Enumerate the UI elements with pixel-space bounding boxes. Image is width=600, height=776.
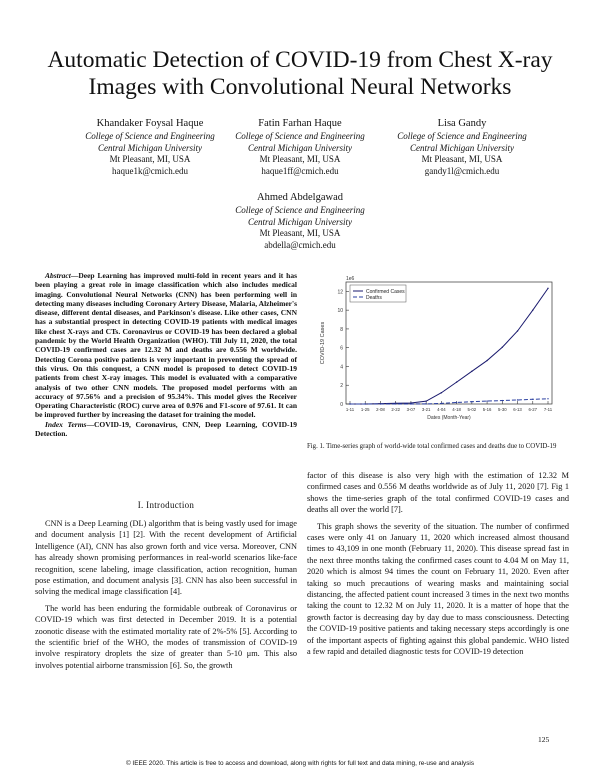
data-point xyxy=(532,399,533,400)
data-point xyxy=(441,403,442,404)
data-point xyxy=(380,403,381,404)
legend-label: Deaths xyxy=(366,294,382,301)
author-affiliation: College of Science and Engineering xyxy=(235,205,365,215)
y-tick-label: 10 xyxy=(337,308,343,315)
x-tick-label: 4-04 xyxy=(437,407,446,412)
y-scale-label: 1e6 xyxy=(346,276,355,282)
paper-title: Automatic Detection of COVID-19 from Chest X-ray Images with Convolutional Neural Networks xyxy=(47,47,553,100)
author-university: Central Michigan University xyxy=(248,216,352,227)
data-point xyxy=(456,402,457,403)
abstract-text: —Deep Learning has improved multi-fold in recent years and it has been playing a great role in image classification which also includes medical imaging. Convolutional Neural Networks (CNN) has been performing well in detecting many diseases including Coronary Artery Disease, Malaria, Alzheimer's disease, different dental diseases, and Parkinson's disease. Like other cases, CNN has a substantial prospect in detecting COVID-19 patients with medical images like chest X-rays and CTs. Coronavirus or COVID-19 has been declared a global pandemic by the World Health Organization (WHO). Till July 11, 2020, the total COVID-19 confirmed cases are 12.32 M and deaths are 0.556 M worldwide. Detecting Corona positive patients is very important in preventing the spread of this virus. On this conquest, a CNN model is proposed to detect COVID-19 patients from chest X-ray images. This model is evaluated with a comparative analysis of two other CNN models. The proposed model performs with an accuracy of 97.56% and a precision of 95.34%. This model gives the Receiver Operating Characteristic (ROC) curve area of 0.976 and F1-score of 97.61. It can be improved further by increasing the dataset for training the model. xyxy=(35,271,297,420)
author-university: Central Michigan University xyxy=(98,142,202,153)
author-affiliation: College of Science and Engineering xyxy=(235,131,365,141)
data-point xyxy=(532,309,533,310)
author-email: gandy1l@cmich.edu xyxy=(424,165,500,176)
paragraph: The world has been enduring the formidable outbreak of Coronavirus or COVID-19 which was first detected in December 2019. It is a potential zoonotic disease with the estimated mortality rate of 2%-5% [5]. According to the scientific brief of the WHO, the modes of transmission of COVID-19 involve respiratory droplets the size of greater than 5-10 μm. This also involves potential airborne transmission [6]. So, the growth xyxy=(35,603,297,670)
keywords-label: Index Terms xyxy=(45,419,87,429)
author-affiliation: College of Science and Engineering xyxy=(85,131,215,141)
left-column-body xyxy=(35,518,297,676)
series-line-1 xyxy=(350,288,548,404)
x-tick-label: 6-13 xyxy=(513,407,522,412)
data-point xyxy=(425,400,426,401)
copyright-footer: © IEEE 2020. This article is free to access and download, along with rights for full text and data mining, re-use and analysis xyxy=(125,760,475,767)
y-tick-label: 0 xyxy=(340,402,343,408)
data-point xyxy=(349,403,350,404)
right-column-body xyxy=(307,470,569,663)
author-affiliation: College of Science and Engineering xyxy=(397,131,527,141)
x-tick-label: 4-18 xyxy=(452,407,461,412)
author-name: Khandaker Foysal Haque xyxy=(96,118,204,129)
author-name: Fatin Farhan Haque xyxy=(258,118,342,129)
data-point xyxy=(517,399,518,400)
author-block-2 xyxy=(210,117,390,177)
y-tick-label: 4 xyxy=(340,364,343,371)
author-location: Mt Pleasant, MI, USA xyxy=(421,154,503,164)
data-point xyxy=(486,360,487,361)
author-block-4 xyxy=(210,191,390,251)
x-tick-label: 5-30 xyxy=(498,407,507,412)
keywords-text: —COVID-19, Coronavirus, CNN, Deep Learning, COVID-19 Detection. xyxy=(35,419,297,439)
x-tick-label: 1-11 xyxy=(345,407,355,412)
data-point xyxy=(365,403,366,404)
data-point xyxy=(456,381,457,382)
data-point xyxy=(547,288,548,289)
paragraph: factor of this disease is also very high with the estimation of 12.32 M confirmed cases and 0.556 M deaths worldwide as of July 11, 2020 [7]. Fig 1 shows the time-series graph of the total confirmed COVID-19 cases and deaths all over the world [7]. xyxy=(307,471,569,515)
data-point xyxy=(425,403,426,404)
data-point xyxy=(547,398,548,399)
section-heading: I. Introduction xyxy=(137,500,195,510)
data-point xyxy=(441,392,442,393)
y-axis-label: COVID-19 Cases xyxy=(320,321,326,365)
figure-1 xyxy=(312,272,560,442)
data-point xyxy=(502,347,503,348)
x-tick-label: 3-07 xyxy=(406,407,416,412)
author-location: Mt Pleasant, MI, USA xyxy=(259,228,341,238)
author-university: Central Michigan University xyxy=(248,142,352,153)
author-university: Central Michigan University xyxy=(410,142,514,153)
data-point xyxy=(410,403,411,404)
x-tick-label: 6-27 xyxy=(528,407,538,412)
data-point xyxy=(395,403,396,404)
abstract-label: Abstract xyxy=(45,271,71,280)
data-point xyxy=(471,401,472,402)
figure-caption: Fig. 1. Time-series graph of world-wide total confirmed cases and deaths due to COVID-19 xyxy=(307,443,557,450)
data-point xyxy=(517,330,518,331)
author-name: Lisa Gandy xyxy=(437,118,487,129)
x-tick-label: 5-02 xyxy=(467,407,477,412)
data-point xyxy=(471,371,472,372)
x-tick-label: 2-08 xyxy=(376,407,385,412)
author-location: Mt Pleasant, MI, USA xyxy=(259,154,341,164)
abstract xyxy=(35,271,297,438)
x-tick-label: 3-21 xyxy=(421,407,431,412)
x-tick-label: 7-11 xyxy=(543,407,553,412)
legend-label: Confirmed Cases xyxy=(366,288,405,295)
author-block-3 xyxy=(372,117,552,177)
author-location: Mt Pleasant, MI, USA xyxy=(109,154,191,164)
data-point xyxy=(502,400,503,401)
time-series-chart xyxy=(312,272,560,442)
x-tick-label: 5-16 xyxy=(482,407,492,412)
y-tick-label: 12 xyxy=(337,289,343,296)
author-email: abdella@cmich.edu xyxy=(264,239,336,250)
y-tick-label: 2 xyxy=(340,383,343,390)
page-number: 125 xyxy=(538,735,550,744)
author-name: Ahmed Abdelgawad xyxy=(256,192,344,203)
paragraph: CNN is a Deep Learning (DL) algorithm that is being vastly used for image and document analysis [1] [2]. With the recent development of Artificial Intelligence (AI), CNN has also grown forth and vice versa. Moreover, CNN has already shown promising performances in real-world scenarios like-face recognition, scene labeling, image classification, action recognition, human pose estimation, and document analysis [3]. CNN has also been successful in solving the medical image classification [4]. xyxy=(35,519,297,597)
y-tick-label: 6 xyxy=(340,345,343,352)
x-tick-label: 1-25 xyxy=(360,407,370,412)
author-email: haque1ff@cmich.edu xyxy=(261,165,339,176)
x-tick-label: 2-22 xyxy=(391,407,400,412)
y-tick-label: 8 xyxy=(340,326,343,333)
x-axis-label: Dates (Month-Year) xyxy=(427,415,471,421)
author-email: haque1k@cmich.edu xyxy=(111,165,188,176)
data-point xyxy=(486,400,487,401)
paragraph: This graph shows the severity of the situation. The number of confirmed cases were only 41 on January 11, 2020 which increased almost thousand times to 43,109 in one month (February 11, 2020). This disease spread fast in the next three months taking the confirmed cases count to 4.04 M on May 11, 2020 which is almost 94 times the count on February 11, 2020. Even after taking so much precautions of wearing masks and maintaining social distancing, the affected patient count increased 3 times in the next two months taking the count to 12.32 M on July 11, 2020. It is a matter of hope that the growth factor is decreasing day by day due to mass consciousness. Detecting the COVID-19 positive patients and taking necessary steps accordingly is one of the important aspects of fighting against this global pandemic. WHO listed a few rapid and detailed diagnostic tests for COVID-19 detection xyxy=(307,521,569,657)
